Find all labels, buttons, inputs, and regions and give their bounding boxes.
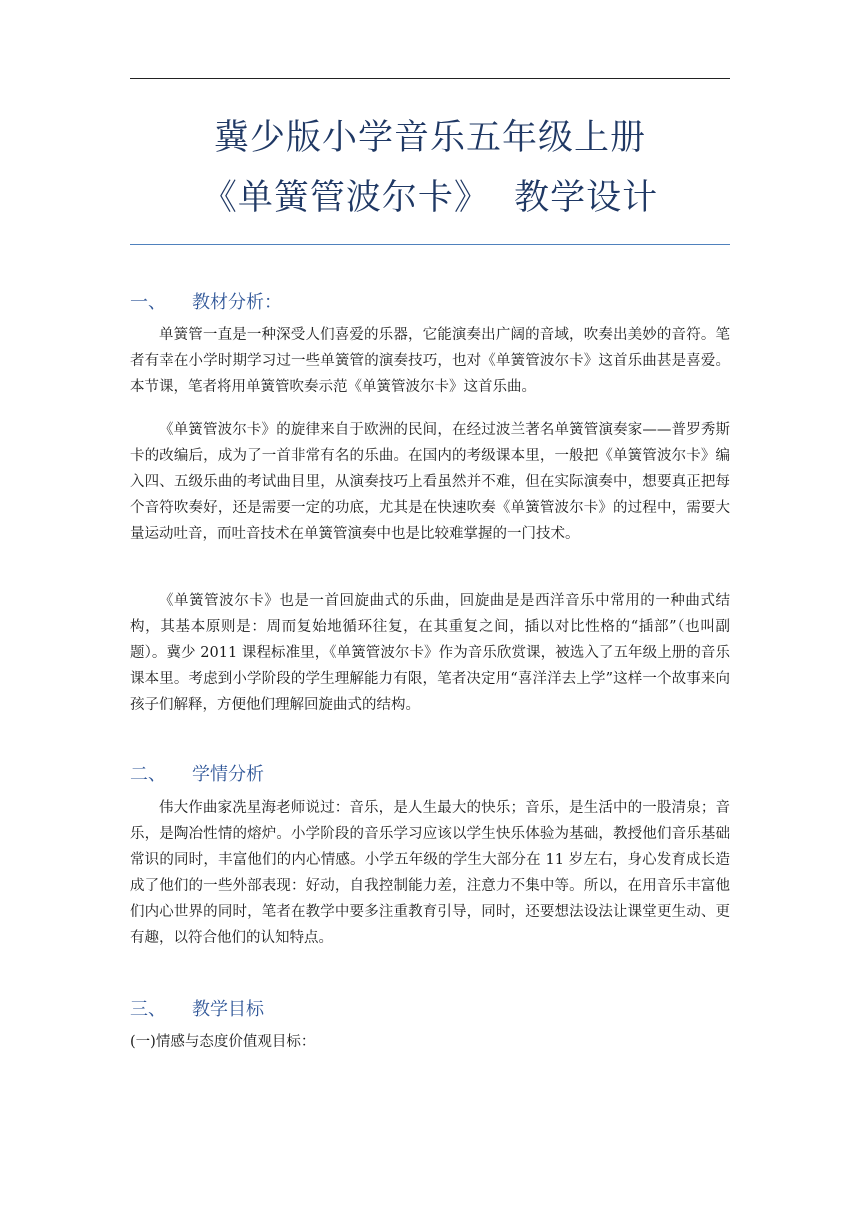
paragraph-2-1: 伟大作曲家冼星海老师说过：音乐，是人生最大的快乐；音乐，是生活中的一股清泉；音乐，是陶冶性情的熔炉。小学阶段的音乐学习应该以学生快乐体验为基础，教授他们音乐基础常识的同时，丰富他们的内心情感。小学五年级的学生大部分在 11 岁左右，身心发育成长造成了他们的一些外部表现：好动，自我控制能力差，注意力不集中等。所以，在用音乐丰富他们内心世界的同时，笔者在教学中要多注重教育引导，同时，还要想法设法让课堂更生动、更有趣，以符合他们的认知特点。	[130, 800, 730, 946]
paragraph-1-3: 《单簧管波尔卡》也是一首回旋曲式的乐曲，回旋曲是是西洋音乐中常用的一种曲式结构，其基本原则是：周而复始地循环往复，在其重复之间，插以对比性格的“插部”（也叫副题）。冀少 2011 课程标准里，《单簧管波尔卡》作为音乐欣赏课，被选入了五年级上册的音乐课本里。考虑到小学阶段的学生理解能力有限，笔者决定用“喜洋洋去上学”这样一个故事来向孩子们解释，方便他们理解回旋曲式的结构。	[130, 593, 730, 713]
section-heading-3	[130, 998, 730, 1022]
section-heading-2	[130, 763, 730, 787]
section-number-2: 二、	[130, 764, 166, 785]
section-title-2: 学情分析	[192, 764, 264, 785]
section-title-3: 教学目标	[192, 999, 264, 1020]
section-number-1: 一、	[130, 292, 166, 313]
title-underline	[130, 244, 730, 245]
title-line-1: 冀少版小学音乐五年级上册	[213, 118, 646, 158]
header-rule	[130, 78, 730, 79]
section-number-3: 三、	[130, 999, 166, 1020]
section-heading-1	[130, 291, 730, 315]
title-line-2: 《单簧管波尔卡》 教学设计	[201, 178, 659, 218]
subheading-3-1: (一)情感与态度价值观目标：	[130, 1034, 316, 1050]
paragraph-1-1: 单簧管一直是一种深受人们喜爱的乐器，它能演奏出广阔的音域，吹奏出美妙的音符。笔者有幸在小学时期学习过一些单簧管的演奏技巧，也对《单簧管波尔卡》这首乐曲甚是喜爱。本节课，笔者将用单簧管吹奏示范《单簧管波尔卡》这首乐曲。	[130, 327, 730, 395]
section-title-1: 教材分析：	[192, 292, 282, 313]
paragraph-1-2: 《单簧管波尔卡》的旋律来自于欧洲的民间，在经过波兰著名单簧管演奏家——普罗秀斯卡的改编后，成为了一首非常有名的乐曲。在国内的考级课本里，一般把《单簧管波尔卡》编入四、五级乐曲的考试曲目里，从演奏技巧上看虽然并不难，但在实际演奏中，想要真正把每个音符吹奏好，还是需要一定的功底，尤其是在快速吹奏《单簧管波尔卡》的过程中，需要大量运动吐音，而吐音技术在单簧管演奏中也是比较难掌握的一门技术。	[130, 422, 730, 542]
document-title	[130, 112, 730, 232]
